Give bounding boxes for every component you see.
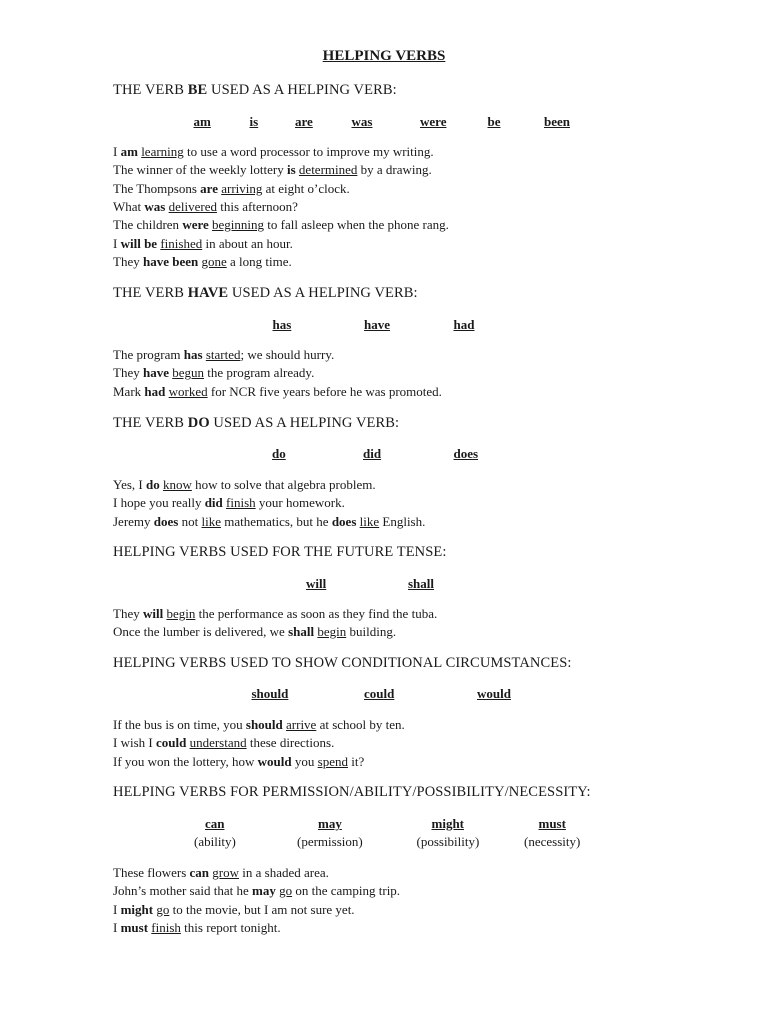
main-verb: finish [151, 919, 181, 935]
heading-text: USED AS A HELPING VERB: [209, 415, 400, 431]
example-sentence [113, 476, 376, 494]
helping-verb-word: have [364, 317, 390, 332]
helping-verb-list [0, 317, 768, 335]
main-verb: understand [189, 735, 247, 751]
sentence-text: They [113, 253, 143, 269]
helping-verb: will [142, 606, 164, 621]
helping-verb-word: am [193, 114, 211, 129]
helping-verb: were [182, 217, 209, 233]
section-heading [113, 784, 591, 801]
main-verb: arrive [286, 717, 317, 732]
main-verb: beginning [212, 217, 265, 233]
main-verb: like [201, 513, 221, 529]
sentence-text: not [178, 513, 202, 529]
sentence-text: to the movie, but I am not sure yet. [169, 901, 355, 917]
helping-verb: will be [120, 235, 158, 251]
heading-text: HELPING VERBS FOR PERMISSION/ABILITY/POSSIBILITY/NECESSITY: [113, 784, 591, 800]
heading-keyword: HAVE [187, 285, 229, 301]
sentence-text: English. [379, 513, 426, 529]
example-sentence [113, 346, 334, 364]
sentence-text: These flowers [113, 865, 190, 880]
sentence-text: I wish I [113, 735, 156, 751]
helping-verb-word: has [272, 317, 292, 332]
sentence-text: by a drawing. [357, 162, 432, 178]
helping-verb-word: are [295, 114, 313, 129]
main-verb: go [279, 883, 293, 899]
sentence-text: for NCR five years before he was promoted. [207, 383, 442, 399]
helping-verb-word: do [272, 446, 286, 461]
heading-text: THE VERB [113, 82, 188, 98]
main-verb: worked [168, 383, 208, 399]
helping-verb: should [245, 717, 283, 732]
helping-verb-word: should [251, 686, 289, 701]
sentence-text: a long time. [226, 253, 292, 269]
helping-verb: must [120, 919, 149, 935]
helping-verb-word: could [364, 686, 395, 701]
example-sentence [113, 494, 345, 512]
example-sentence [113, 901, 355, 919]
sentence-text: If the bus is on time, you [113, 717, 246, 732]
example-sentence [113, 161, 432, 179]
sentence-text: on the camping trip. [292, 883, 401, 899]
helping-verb: is [287, 162, 296, 178]
sentence-text: I [113, 144, 121, 159]
main-verb: spend [317, 753, 348, 769]
helping-verb: have been [142, 253, 199, 269]
example-sentence [113, 180, 350, 198]
example-sentence [113, 605, 437, 623]
heading-text: HELPING VERBS USED FOR THE FUTURE TENSE: [113, 544, 447, 560]
sentence-text: at eight o’clock. [262, 180, 350, 196]
main-verb: delivered [168, 198, 217, 214]
main-verb: go [156, 901, 170, 917]
sentence-text: They [113, 606, 143, 621]
helping-verb: shall [288, 624, 315, 640]
sentence-text: to fall asleep when the phone rang. [264, 217, 449, 233]
sentence-text: your homework. [255, 495, 345, 511]
main-verb: learning [141, 144, 184, 159]
section-heading [113, 655, 572, 672]
helping-verb-word: may [318, 816, 342, 831]
example-sentence [113, 364, 314, 382]
helping-verb-list [0, 114, 768, 132]
sentence-text: in about an hour. [202, 235, 293, 251]
example-sentence [113, 383, 442, 401]
heading-text: USED AS A HELPING VERB: [207, 82, 397, 98]
main-verb: determined [298, 162, 358, 178]
helping-verb-word: were [420, 114, 447, 129]
section-heading [113, 415, 399, 432]
helping-verb-word: might [431, 816, 464, 831]
helping-verb: am [120, 144, 138, 159]
helping-verb-note: (possibility) [416, 834, 480, 849]
heading-text: USED AS A HELPING VERB: [228, 285, 418, 301]
sentence-text: Once the lumber is delivered, we [113, 624, 289, 640]
main-verb: gone [201, 253, 227, 269]
helping-verb-note: (ability) [194, 834, 236, 849]
helping-verb-word: can [205, 816, 225, 831]
helping-verb: does [153, 513, 179, 529]
page-title [0, 48, 768, 65]
sentence-text: John’s mother said that he [113, 883, 253, 899]
main-verb: like [359, 513, 380, 529]
example-sentence [113, 919, 281, 937]
sentence-text: mathematics, but he [220, 513, 332, 529]
sentence-text: The children [113, 217, 183, 233]
helping-verb-list [0, 576, 768, 594]
helping-verb-word: was [351, 114, 373, 129]
sentence-text: The program [113, 347, 184, 362]
sentence-text: these directions. [246, 735, 335, 751]
helping-verb-list [0, 686, 768, 704]
main-verb: begin [317, 624, 347, 640]
heading-text: THE VERB [113, 415, 188, 431]
main-verb: arriving [221, 180, 263, 196]
sentence-text: you [291, 753, 318, 769]
example-sentence [113, 734, 334, 752]
main-verb: started [205, 347, 241, 362]
example-sentence [113, 882, 400, 900]
helping-verb-word: does [453, 446, 479, 461]
sentence-text: The winner of the weekly lottery [113, 162, 287, 178]
helping-verb-word: must [538, 816, 566, 831]
example-sentence [113, 623, 396, 641]
sentence-text: at school by ten. [316, 717, 405, 732]
sentence-text: the performance as soon as they find the tuba. [195, 606, 438, 621]
sentence-text: The Thompsons [113, 180, 201, 196]
example-sentence [113, 143, 434, 161]
helping-verb: had [144, 383, 166, 399]
sentence-text: Mark [113, 383, 145, 399]
sentence-text: this report tonight. [180, 919, 281, 935]
main-verb: begin [166, 606, 196, 621]
helping-verb: could [155, 735, 187, 751]
sentence-text: building. [346, 624, 397, 640]
helping-verb: does [331, 513, 357, 529]
helping-verb-word: be [487, 114, 501, 129]
main-verb: know [162, 477, 192, 492]
sentence-text: I [113, 901, 121, 917]
sentence-text: Jeremy [113, 513, 154, 529]
example-sentence [113, 253, 292, 271]
helping-verb-word: been [544, 114, 570, 129]
section-heading [113, 285, 418, 302]
main-verb: grow [212, 865, 239, 880]
example-sentence [113, 198, 298, 216]
sentence-text: how to solve that algebra problem. [191, 477, 376, 492]
sentence-text: ; we should hurry. [240, 347, 335, 362]
helping-verb-list [0, 446, 768, 464]
section-heading [113, 544, 447, 561]
main-verb: finished [160, 235, 203, 251]
example-sentence [113, 716, 405, 734]
section-heading [113, 82, 397, 99]
sentence-text: Yes, I [113, 477, 146, 492]
sentence-text: it? [347, 753, 365, 769]
sentence-text: I [113, 235, 121, 251]
helping-verb: was [144, 198, 166, 214]
example-sentence [113, 216, 449, 234]
page-title-text: HELPING VERBS [322, 48, 446, 64]
helping-verb-note: (permission) [297, 834, 363, 849]
sentence-text: What [113, 198, 145, 214]
example-sentence [113, 513, 425, 531]
helping-verb-word: would [477, 686, 511, 701]
example-sentence [113, 235, 293, 253]
helping-verb: would [257, 753, 292, 769]
main-verb: begun [172, 365, 204, 381]
helping-verb: did [204, 495, 223, 511]
helping-verb-word: did [363, 446, 382, 461]
sentence-text: to use a word processor to improve my writing. [183, 144, 434, 159]
sentence-text: this afternoon? [216, 198, 298, 214]
heading-keyword: DO [187, 415, 210, 431]
example-sentence [113, 864, 329, 882]
helping-verb-list [0, 816, 768, 849]
helping-verb: has [183, 347, 203, 362]
main-verb: finish [226, 495, 256, 511]
sentence-text: If you won the lottery, how [113, 753, 258, 769]
helping-verb: can [189, 865, 210, 880]
sentence-text: I hope you really [113, 495, 205, 511]
helping-verb: might [120, 901, 154, 917]
helping-verb-word: will [306, 576, 327, 591]
helping-verb: do [146, 477, 160, 492]
sentence-text: I [113, 919, 121, 935]
helping-verb-word: shall [408, 576, 435, 591]
sentence-text: in a shaded area. [239, 865, 329, 880]
helping-verb-word: is [249, 114, 259, 129]
sentence-text: They [113, 365, 143, 381]
helping-verb-word: had [453, 317, 475, 332]
helping-verb-note: (necessity) [524, 834, 581, 849]
heading-keyword: BE [187, 82, 208, 98]
helping-verb: may [252, 883, 276, 899]
helping-verb: have [142, 365, 169, 381]
heading-text: THE VERB [113, 285, 188, 301]
helping-verb: are [200, 180, 218, 196]
sentence-text: the program already. [204, 365, 315, 381]
heading-text: HELPING VERBS USED TO SHOW CONDITIONAL CIRCUMSTANCES: [113, 655, 572, 671]
example-sentence [113, 753, 364, 771]
